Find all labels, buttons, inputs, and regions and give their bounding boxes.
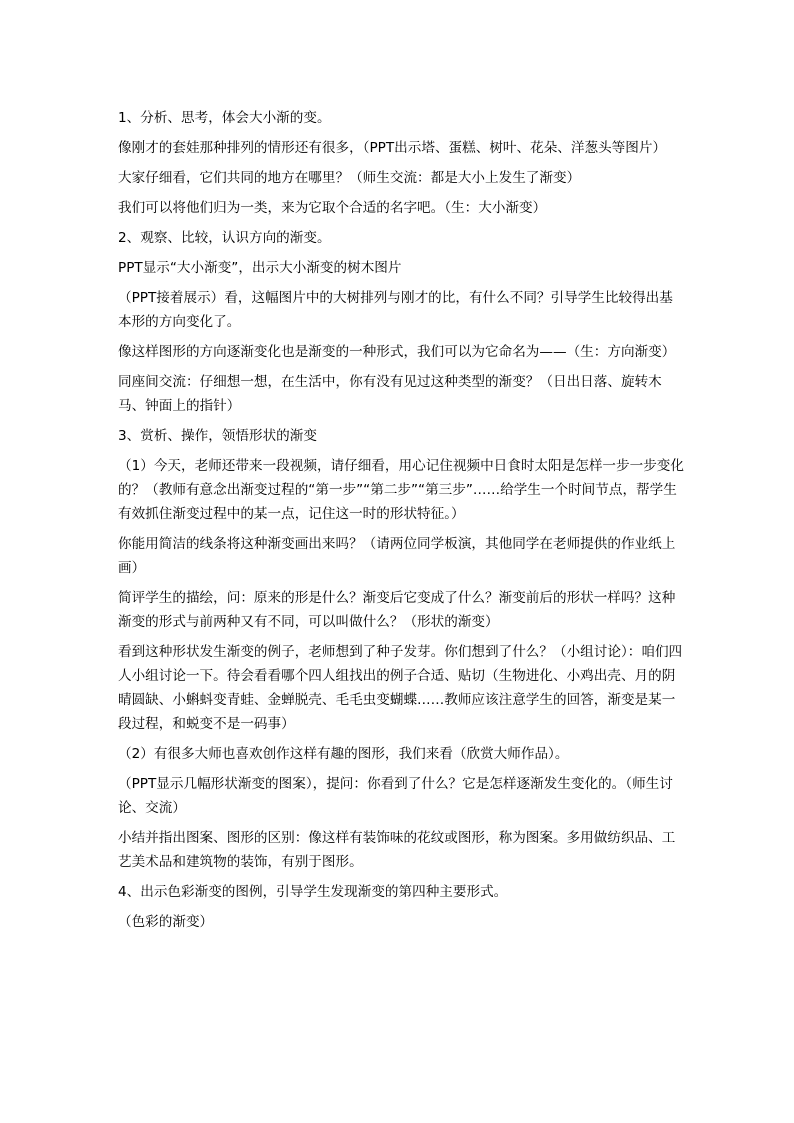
paragraph-7: （PPT接着展示）看，这幅图片中的大树排列与刚才的比，有什么不同？引导学生比较得出基本形的方向变化了。 (118, 290, 673, 330)
paragraph-2-heading: 2、观察、比较，认识方向的渐变。 (118, 230, 331, 246)
paragraph-12: 你能用简洁的线条将这种渐变画出来吗？（请两位同学板演，其他同学在老师提供的作业纸上画） (118, 536, 676, 576)
paragraph-3: 大家仔细看，它们共同的地方在哪里？（师生交流：都是大小上发生了渐变） (118, 170, 581, 186)
paragraph-17: 小结并指出图案、图形的区别：像这样有装饰味的花纹或图形，称为图案。多用做纺织品、工艺美术品和建筑物的装饰，有别于图形。 (118, 830, 676, 870)
paragraph-4-heading: 4、出示色彩渐变的图例，引导学生发现渐变的第四种主要形式。 (118, 884, 508, 900)
paragraph-16: （PPT显示几幅形状渐变的图案），提问：你看到了什么？它是怎样逐渐发生变化的。（师生讨论、交流） (118, 776, 673, 816)
paragraph-19: （色彩的渐变） (118, 914, 214, 930)
paragraph-6: PPT显示“大小渐变”，出示大小渐变的树木图片 (118, 260, 402, 276)
paragraph-15: （2）有很多大师也喜欢创作这样有趣的图形，我们来看（欣赏大师作品）。 (118, 746, 569, 762)
paragraph-4: 我们可以将他们归为一类，来为它取个合适的名字吧。（生：大小渐变） (118, 200, 547, 216)
paragraph-2: 像刚才的套娃那种排列的情形还有很多，（PPT出示塔、蛋糕、树叶、花朵、洋葱头等图片） (118, 140, 667, 156)
paragraph-11: （1）今天，老师还带来一段视频，请仔细看，用心记住视频中日食时太阳是怎样一步一步变化的？（教师有意念出渐变过程的“第一步”“第二步”“第三步”……给学生一个时间节点，帮学生有效抓住渐变过程中的某一点，记住这一时的形状特征。） (118, 458, 684, 522)
paragraph-14: 看到这种形状发生渐变的例子，老师想到了种子发芽。你们想到了什么？（小组讨论）：咱们四人小组讨论一下。待会看看哪个四人组找出的例子合适、贴切（生物进化、小鸡出壳、月的阴晴圆缺、小蝌蚪变青蛙、金蝉脱壳、毛毛虫变蝴蝶……教师应该注意学生的回答，渐变是某一段过程，和蜕变不是一码事） (118, 644, 683, 732)
paragraph-3-heading: 3、赏析、操作，领悟形状的渐变 (118, 428, 317, 444)
paragraph-8: 像这样图形的方向逐渐变化也是渐变的一种形式，我们可以为它命名为——（生：方向渐变） (118, 344, 676, 360)
paragraph-9: 同座间交流：仔细想一想，在生活中，你有没有见过这种类型的渐变？（日出日落、旋转木马、钟面上的指针） (118, 374, 662, 414)
paragraph-13: 简评学生的描绘，问：原来的形是什么？渐变后它变成了什么？渐变前后的形状一样吗？这种渐变的形式与前两种又有不同，可以叫做什么？（形状的渐变） (118, 590, 676, 630)
document-body (118, 100, 686, 934)
paragraph-1-heading: 1、分析、思考，体会大小渐的变。 (118, 110, 331, 126)
